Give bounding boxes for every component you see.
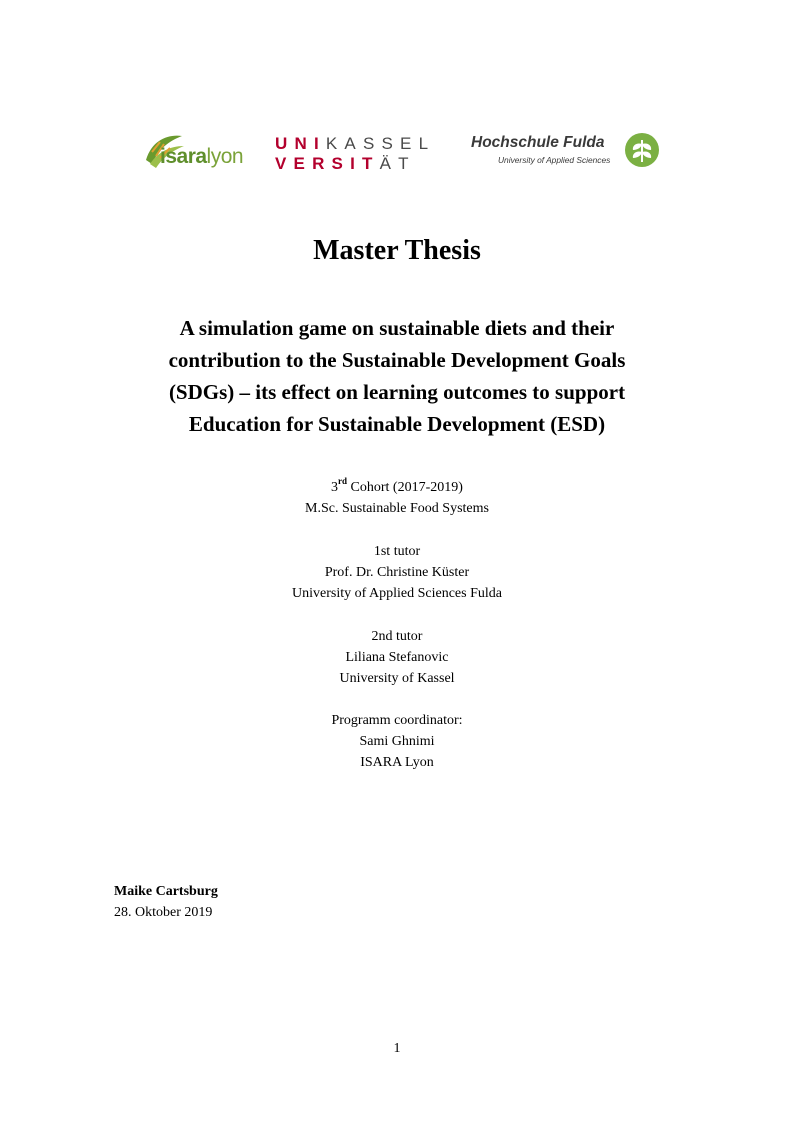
coordinator-block bbox=[0, 710, 794, 773]
thesis-title: Master Thesis bbox=[313, 235, 481, 266]
program-line: M.Sc. Sustainable Food Systems bbox=[305, 501, 489, 516]
cohort-suffix: rd bbox=[338, 476, 348, 487]
fulda-subtitle: University of Applied Sciences bbox=[498, 155, 611, 165]
tutor2-block bbox=[0, 626, 794, 689]
logo-bar bbox=[140, 128, 662, 174]
tutor2-label: 2nd tutor bbox=[371, 629, 423, 644]
isara-wordmark: isara bbox=[160, 145, 207, 168]
subtitle-line: A simulation game on sustainable diets and their bbox=[179, 316, 615, 340]
thesis-subtitle bbox=[97, 312, 697, 440]
subtitle-line: Education for Sustainable Development (ESD) bbox=[188, 412, 606, 436]
submission-date: 28. Oktober 2019 bbox=[114, 905, 213, 920]
author-block bbox=[114, 881, 218, 923]
fulda-leaf-icon bbox=[624, 132, 660, 168]
coordinator-affiliation: ISARA Lyon bbox=[360, 755, 434, 770]
lyon-wordmark: lyon bbox=[206, 145, 244, 168]
cohort-line bbox=[0, 477, 794, 498]
kassel-at-text: ÄT bbox=[379, 154, 416, 173]
uni-kassel-logo bbox=[275, 133, 455, 171]
subtitle-line: contribution to the Sustainable Development Goals bbox=[168, 348, 626, 372]
kassel-kassel-text: KASSEL bbox=[325, 134, 436, 153]
author-name: Maike Cartsburg bbox=[114, 884, 218, 899]
page-number: 1 bbox=[393, 1041, 401, 1056]
kassel-uni-text: UNI bbox=[275, 134, 326, 153]
subtitle-line: (SDGs) – its effect on learning outcomes to support bbox=[168, 380, 626, 404]
kassel-versit-text: VERSIT bbox=[275, 154, 380, 173]
coordinator-label: Programm coordinator: bbox=[331, 713, 463, 728]
cohort-number: 3 bbox=[331, 480, 339, 495]
tutor1-block bbox=[0, 541, 794, 604]
hochschule-fulda-logo bbox=[470, 132, 662, 172]
tutor2-name: Liliana Stefanovic bbox=[345, 650, 449, 665]
cohort-block bbox=[0, 477, 794, 519]
tutor1-name: Prof. Dr. Christine Küster bbox=[324, 565, 470, 580]
fulda-title: Hochschule Fulda bbox=[471, 134, 605, 151]
cohort-text: Cohort (2017-2019) bbox=[347, 480, 463, 495]
tutor2-affiliation: University of Kassel bbox=[339, 671, 455, 686]
tutor1-label: 1st tutor bbox=[373, 544, 421, 559]
coordinator-name: Sami Ghnimi bbox=[359, 734, 435, 749]
isara-lyon-logo bbox=[142, 130, 254, 172]
tutor1-affiliation: University of Applied Sciences Fulda bbox=[292, 586, 502, 601]
